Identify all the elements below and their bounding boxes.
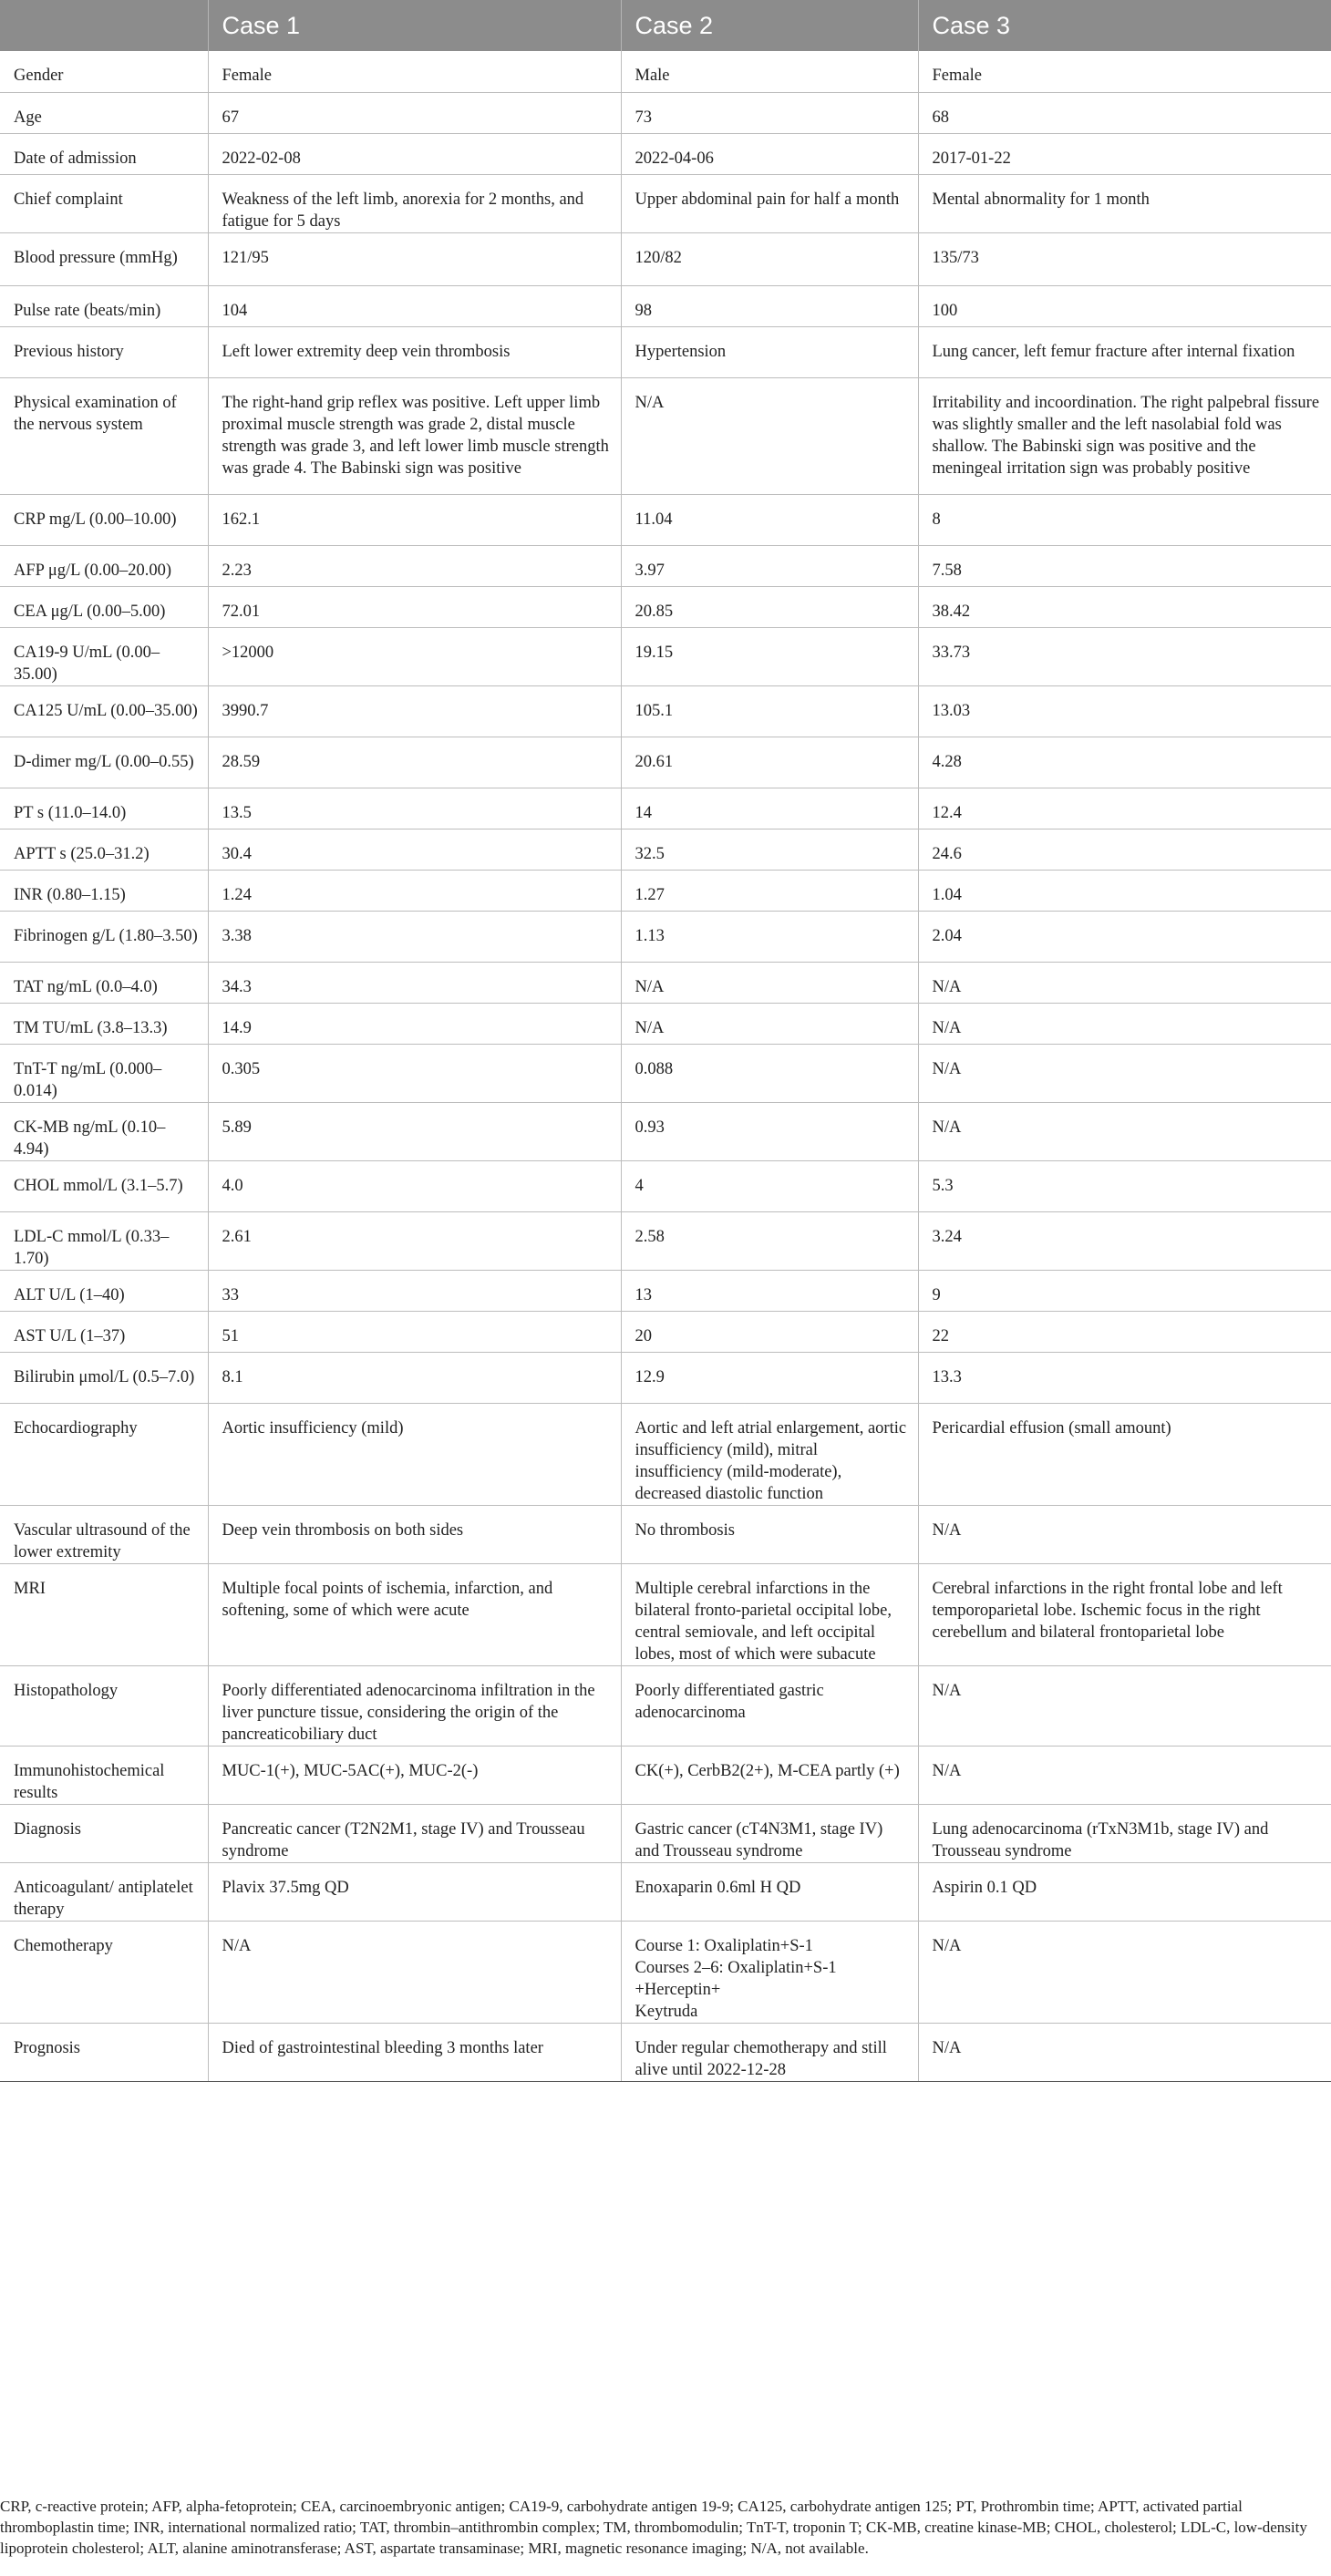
row-label: Pulse rate (beats/min) <box>0 285 208 326</box>
case-3-cell: 12.4 <box>918 788 1331 829</box>
case-1-cell: Deep vein thrombosis on both sides <box>208 1505 621 1563</box>
case-2-cell: 20 <box>621 1311 918 1352</box>
row-label: LDL-C mmol/L (0.33–1.70) <box>0 1211 208 1270</box>
case-2-cell: 32.5 <box>621 829 918 870</box>
case-3-cell: 9 <box>918 1270 1331 1311</box>
row-label: TAT ng/mL (0.0–4.0) <box>0 962 208 1003</box>
case-2-cell: 2022-04-06 <box>621 133 918 174</box>
case-2-cell: N/A <box>621 962 918 1003</box>
table-row <box>0 545 1331 586</box>
case-1-cell: Left lower extremity deep vein thrombosis <box>208 326 621 377</box>
case-1-cell: 2.23 <box>208 545 621 586</box>
table-row <box>0 788 1331 829</box>
table-row <box>0 285 1331 326</box>
case-2-cell: 3.97 <box>621 545 918 586</box>
case-3-cell: 1.04 <box>918 870 1331 911</box>
row-label: Echocardiography <box>0 1403 208 1505</box>
table-row <box>0 1352 1331 1403</box>
table-row <box>0 1403 1331 1505</box>
row-label: APTT s (25.0–31.2) <box>0 829 208 870</box>
case-2-cell: 20.85 <box>621 586 918 627</box>
case-2-cell: 4 <box>621 1160 918 1211</box>
case-1-cell: 33 <box>208 1270 621 1311</box>
case-2-cell: 120/82 <box>621 232 918 285</box>
table-body <box>0 51 1331 2081</box>
case-2-cell: 12.9 <box>621 1352 918 1403</box>
case-3-cell: 24.6 <box>918 829 1331 870</box>
case-3-cell: Cerebral infarctions in the right frontal lobe and left temporoparietal lobe. Ischemic focus in the right cerebellum and bilateral frontoparietal lobe <box>918 1563 1331 1665</box>
header-cell-case-2: Case 2 <box>621 0 918 51</box>
case-3-cell: Pericardial effusion (small amount) <box>918 1403 1331 1505</box>
row-label: Gender <box>0 51 208 92</box>
row-label: Physical examination of the nervous system <box>0 377 208 494</box>
table-row <box>0 494 1331 545</box>
case-2-cell: CK(+), CerbB2(2+), M-CEA partly (+) <box>621 1746 918 1804</box>
row-label: Blood pressure (mmHg) <box>0 232 208 285</box>
table-row <box>0 829 1331 870</box>
table-row <box>0 1160 1331 1211</box>
row-label: Vascular ultrasound of the lower extremity <box>0 1505 208 1563</box>
row-label: CA19-9 U/mL (0.00–35.00) <box>0 627 208 685</box>
case-1-cell: 3990.7 <box>208 685 621 737</box>
row-label: Chemotherapy <box>0 1921 208 2023</box>
case-1-cell: 28.59 <box>208 737 621 788</box>
case-1-cell: Aortic insufficiency (mild) <box>208 1403 621 1505</box>
case-1-cell: Pancreatic cancer (T2N2M1, stage IV) and Trousseau syndrome <box>208 1804 621 1862</box>
table-row <box>0 911 1331 962</box>
case-2-cell: 2.58 <box>621 1211 918 1270</box>
table-row <box>0 1102 1331 1160</box>
case-3-cell: 135/73 <box>918 232 1331 285</box>
header-cell-case-1: Case 1 <box>208 0 621 51</box>
case-3-cell: 22 <box>918 1311 1331 1352</box>
case-3-cell: N/A <box>918 1003 1331 1044</box>
case-1-cell: Weakness of the left limb, anorexia for 2 months, and fatigue for 5 days <box>208 174 621 232</box>
row-label: MRI <box>0 1563 208 1665</box>
table-row <box>0 51 1331 92</box>
case-1-cell: The right-hand grip reflex was positive. Left upper limb proximal muscle strength was grade 2, distal muscle strength was grade 3, and left lower limb muscle strength was grade 4. The Babinski sign was positive <box>208 377 621 494</box>
case-3-cell: Lung cancer, left femur fracture after internal fixation <box>918 326 1331 377</box>
case-1-cell: 2022-02-08 <box>208 133 621 174</box>
row-label: AFP μg/L (0.00–20.00) <box>0 545 208 586</box>
table-row <box>0 133 1331 174</box>
table-row <box>0 962 1331 1003</box>
case-3-cell: 8 <box>918 494 1331 545</box>
row-label: D-dimer mg/L (0.00–0.55) <box>0 737 208 788</box>
table-row <box>0 627 1331 685</box>
table-row <box>0 2023 1331 2081</box>
table-row <box>0 1211 1331 1270</box>
row-label: TnT-T ng/mL (0.000–0.014) <box>0 1044 208 1102</box>
case-1-cell: 121/95 <box>208 232 621 285</box>
row-label: Fibrinogen g/L (1.80–3.50) <box>0 911 208 962</box>
case-1-cell: 2.61 <box>208 1211 621 1270</box>
case-1-cell: 162.1 <box>208 494 621 545</box>
table-row <box>0 1311 1331 1352</box>
row-label: ALT U/L (1–40) <box>0 1270 208 1311</box>
row-label: TM TU/mL (3.8–13.3) <box>0 1003 208 1044</box>
case-3-cell: Female <box>918 51 1331 92</box>
case-2-cell: Aortic and left atrial enlargement, aortic insufficiency (mild), mitral insufficiency (mild-moderate), decreased diastolic function <box>621 1403 918 1505</box>
table-row <box>0 870 1331 911</box>
case-2-cell: N/A <box>621 377 918 494</box>
case-2-cell: Under regular chemotherapy and still alive until 2022-12-28 <box>621 2023 918 2081</box>
row-label: Histopathology <box>0 1665 208 1746</box>
table-row <box>0 1505 1331 1563</box>
row-label: Immunohistochemical results <box>0 1746 208 1804</box>
case-2-cell: 19.15 <box>621 627 918 685</box>
case-3-cell: 3.24 <box>918 1211 1331 1270</box>
case-3-cell: 5.3 <box>918 1160 1331 1211</box>
row-label: CA125 U/mL (0.00–35.00) <box>0 685 208 737</box>
case-3-cell: 4.28 <box>918 737 1331 788</box>
case-1-cell: MUC-1(+), MUC-5AC(+), MUC-2(-) <box>208 1746 621 1804</box>
case-3-cell: 2017-01-22 <box>918 133 1331 174</box>
case-1-cell: N/A <box>208 1921 621 2023</box>
case-3-cell: N/A <box>918 1505 1331 1563</box>
case-2-cell: Poorly differentiated gastric adenocarcinoma <box>621 1665 918 1746</box>
table-footnote: CRP, c-reactive protein; AFP, alpha-fetoprotein; CEA, carcinoembryonic antigen; CA19-9, carbohydrate antigen 19-9; CA125, carbohydrate antigen 125; PT, Prothrombin time; APTT, activated partial thromboplastin time; INR, international normalized ratio; TAT, thrombin–antithrombin complex; TM, thrombomodulin; TnT-T, troponin T; CK-MB, creatine kinase-MB; CHOL, cholesterol; LDL-C, low-density lipoprotein cholesterol; ALT, alanine aminotransferase; AST, aspartate transaminase; MRI, magnetic resonance imaging; N/A, not available. <box>0 2498 1307 2557</box>
row-label: Previous history <box>0 326 208 377</box>
case-2-cell: Male <box>621 51 918 92</box>
table-row <box>0 92 1331 133</box>
case-2-cell: Gastric cancer (cT4N3M1, stage IV) and Trousseau syndrome <box>621 1804 918 1862</box>
table-row <box>0 1003 1331 1044</box>
case-2-cell: 11.04 <box>621 494 918 545</box>
case-3-cell: N/A <box>918 1921 1331 2023</box>
table-row <box>0 174 1331 232</box>
case-2-cell: Upper abdominal pain for half a month <box>621 174 918 232</box>
row-label: PT s (11.0–14.0) <box>0 788 208 829</box>
case-3-cell: 13.03 <box>918 685 1331 737</box>
case-1-cell: 1.24 <box>208 870 621 911</box>
case-1-cell: 51 <box>208 1311 621 1352</box>
table-row <box>0 1862 1331 1921</box>
table-header <box>0 0 1331 51</box>
table-row <box>0 326 1331 377</box>
case-3-cell: N/A <box>918 962 1331 1003</box>
row-label: INR (0.80–1.15) <box>0 870 208 911</box>
case-1-cell: Female <box>208 51 621 92</box>
case-2-cell: N/A <box>621 1003 918 1044</box>
table-row <box>0 737 1331 788</box>
case-1-cell: Plavix 37.5mg QD <box>208 1862 621 1921</box>
case-1-cell: 8.1 <box>208 1352 621 1403</box>
case-1-cell: Multiple focal points of ischemia, infarction, and softening, some of which were acute <box>208 1563 621 1665</box>
case-3-cell: 33.73 <box>918 627 1331 685</box>
case-2-cell: 98 <box>621 285 918 326</box>
case-3-cell: N/A <box>918 1665 1331 1746</box>
case-2-cell: 0.088 <box>621 1044 918 1102</box>
case-1-cell: 34.3 <box>208 962 621 1003</box>
case-1-cell: 13.5 <box>208 788 621 829</box>
header-row <box>0 0 1331 51</box>
case-3-cell: Aspirin 0.1 QD <box>918 1862 1331 1921</box>
row-label: CEA μg/L (0.00–5.00) <box>0 586 208 627</box>
row-label: Chief complaint <box>0 174 208 232</box>
case-3-cell: Mental abnormality for 1 month <box>918 174 1331 232</box>
case-3-cell: 68 <box>918 92 1331 133</box>
case-2-cell: Hypertension <box>621 326 918 377</box>
case-3-cell: N/A <box>918 2023 1331 2081</box>
case-3-cell: N/A <box>918 1044 1331 1102</box>
table-row <box>0 1563 1331 1665</box>
row-label: Date of admission <box>0 133 208 174</box>
case-1-cell: 3.38 <box>208 911 621 962</box>
case-3-cell: 7.58 <box>918 545 1331 586</box>
table-row <box>0 586 1331 627</box>
table-row <box>0 1921 1331 2023</box>
case-2-cell: 14 <box>621 788 918 829</box>
row-label: Diagnosis <box>0 1804 208 1862</box>
case-1-cell: >12000 <box>208 627 621 685</box>
case-1-cell: Poorly differentiated adenocarcinoma infiltration in the liver puncture tissue, considering the origin of the pancreaticobiliary duct <box>208 1665 621 1746</box>
case-1-cell: 0.305 <box>208 1044 621 1102</box>
table-row <box>0 232 1331 285</box>
row-label: Bilirubin μmol/L (0.5–7.0) <box>0 1352 208 1403</box>
header-cell-label <box>0 0 208 51</box>
case-2-cell: 105.1 <box>621 685 918 737</box>
row-label: Prognosis <box>0 2023 208 2081</box>
case-1-cell: 5.89 <box>208 1102 621 1160</box>
case-2-cell: Course 1: Oxaliplatin+S-1 Courses 2–6: Oxaliplatin+S-1 +Herceptin+ Keytruda <box>621 1921 918 2023</box>
case-3-cell: 2.04 <box>918 911 1331 962</box>
case-3-cell: 13.3 <box>918 1352 1331 1403</box>
case-1-cell: 104 <box>208 285 621 326</box>
case-1-cell: 72.01 <box>208 586 621 627</box>
case-2-cell: No thrombosis <box>621 1505 918 1563</box>
table-row <box>0 377 1331 494</box>
case-1-cell: 30.4 <box>208 829 621 870</box>
table-row <box>0 1665 1331 1746</box>
case-3-cell: Lung adenocarcinoma (rTxN3M1b, stage IV) and Trousseau syndrome <box>918 1804 1331 1862</box>
case-3-cell: 38.42 <box>918 586 1331 627</box>
case-2-cell: Multiple cerebral infarctions in the bilateral fronto-parietal occipital lobe, central semiovale, and left occipital lobes, most of which were subacute <box>621 1563 918 1665</box>
table-row <box>0 1270 1331 1311</box>
case-2-cell: 0.93 <box>621 1102 918 1160</box>
row-label: CHOL mmol/L (3.1–5.7) <box>0 1160 208 1211</box>
case-1-cell: Died of gastrointestinal bleeding 3 months later <box>208 2023 621 2081</box>
case-3-cell: N/A <box>918 1746 1331 1804</box>
case-2-cell: 1.27 <box>621 870 918 911</box>
row-label: CK-MB ng/mL (0.10–4.94) <box>0 1102 208 1160</box>
case-2-cell: 73 <box>621 92 918 133</box>
case-2-cell: Enoxaparin 0.6ml H QD <box>621 1862 918 1921</box>
case-2-cell: 13 <box>621 1270 918 1311</box>
case-1-cell: 67 <box>208 92 621 133</box>
row-label: Anticoagulant/ antiplatelet therapy <box>0 1862 208 1921</box>
table-row <box>0 1804 1331 1862</box>
case-2-cell: 1.13 <box>621 911 918 962</box>
case-3-cell: Irritability and incoordination. The right palpebral fissure was slightly smaller and the left nasolabial fold was shallow. The Babinski sign was positive and the meningeal irritation sign was probably positive <box>918 377 1331 494</box>
header-cell-case-3: Case 3 <box>918 0 1331 51</box>
case-1-cell: 14.9 <box>208 1003 621 1044</box>
table-row <box>0 1044 1331 1102</box>
table-row <box>0 685 1331 737</box>
case-1-cell: 4.0 <box>208 1160 621 1211</box>
table-row <box>0 1746 1331 1804</box>
case-2-cell: 20.61 <box>621 737 918 788</box>
row-label: AST U/L (1–37) <box>0 1311 208 1352</box>
row-label: Age <box>0 92 208 133</box>
case-3-cell: N/A <box>918 1102 1331 1160</box>
row-label: CRP mg/L (0.00–10.00) <box>0 494 208 545</box>
case-3-cell: 100 <box>918 285 1331 326</box>
